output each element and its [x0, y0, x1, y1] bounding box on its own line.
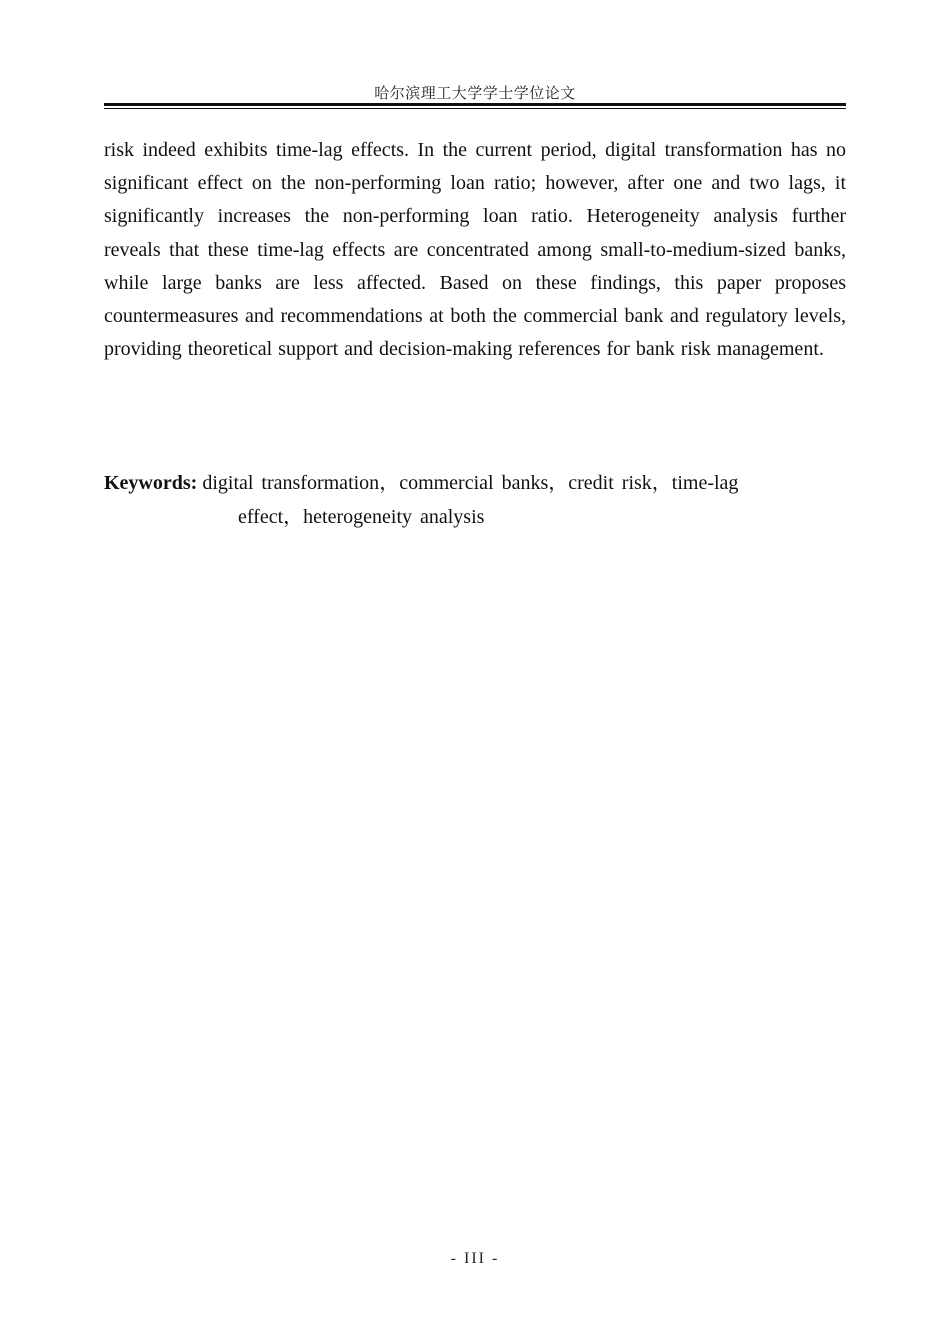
- keyword-separator: ，: [379, 470, 400, 494]
- keyword-term: heterogeneity analysis: [303, 506, 485, 529]
- keyword-term: time-lag: [671, 472, 739, 494]
- header-rule-thin: [104, 108, 846, 109]
- keywords-line-1: [104, 466, 846, 500]
- keyword-separator: ，: [548, 470, 569, 494]
- keyword-separator: ，: [283, 504, 304, 529]
- keyword-separator: ，: [651, 470, 672, 494]
- page-number: - III -: [450, 1250, 500, 1267]
- keyword-term: commercial banks: [399, 472, 549, 494]
- keyword-term: digital transformation: [202, 472, 380, 494]
- keywords-line-2: [104, 500, 846, 534]
- abstract-paragraph: risk indeed exhibits time-lag effects. In the current period, digital transformation has no significant effect on the non-performing loan ratio; however, after one and two lags, it significantly increases the non-performing loan ratio. Heterogeneity analysis further reveals that these time-lag effects are concentrated among small-to-medium-sized banks, while large banks are less affected. Based on these findings, this paper proposes countermeasures and recommendations at both the commercial bank and regulatory levels, providing theoretical support and decision-making references for bank risk management.: [104, 139, 846, 361]
- keywords-block: [104, 466, 846, 534]
- keyword-term: credit risk: [568, 472, 652, 494]
- running-header: 哈尔滨理工大学学士学位论文: [374, 86, 576, 102]
- keyword-term: effect: [238, 506, 284, 529]
- header-rule-thick: [104, 103, 846, 106]
- keywords-label: Keywords:: [104, 472, 198, 494]
